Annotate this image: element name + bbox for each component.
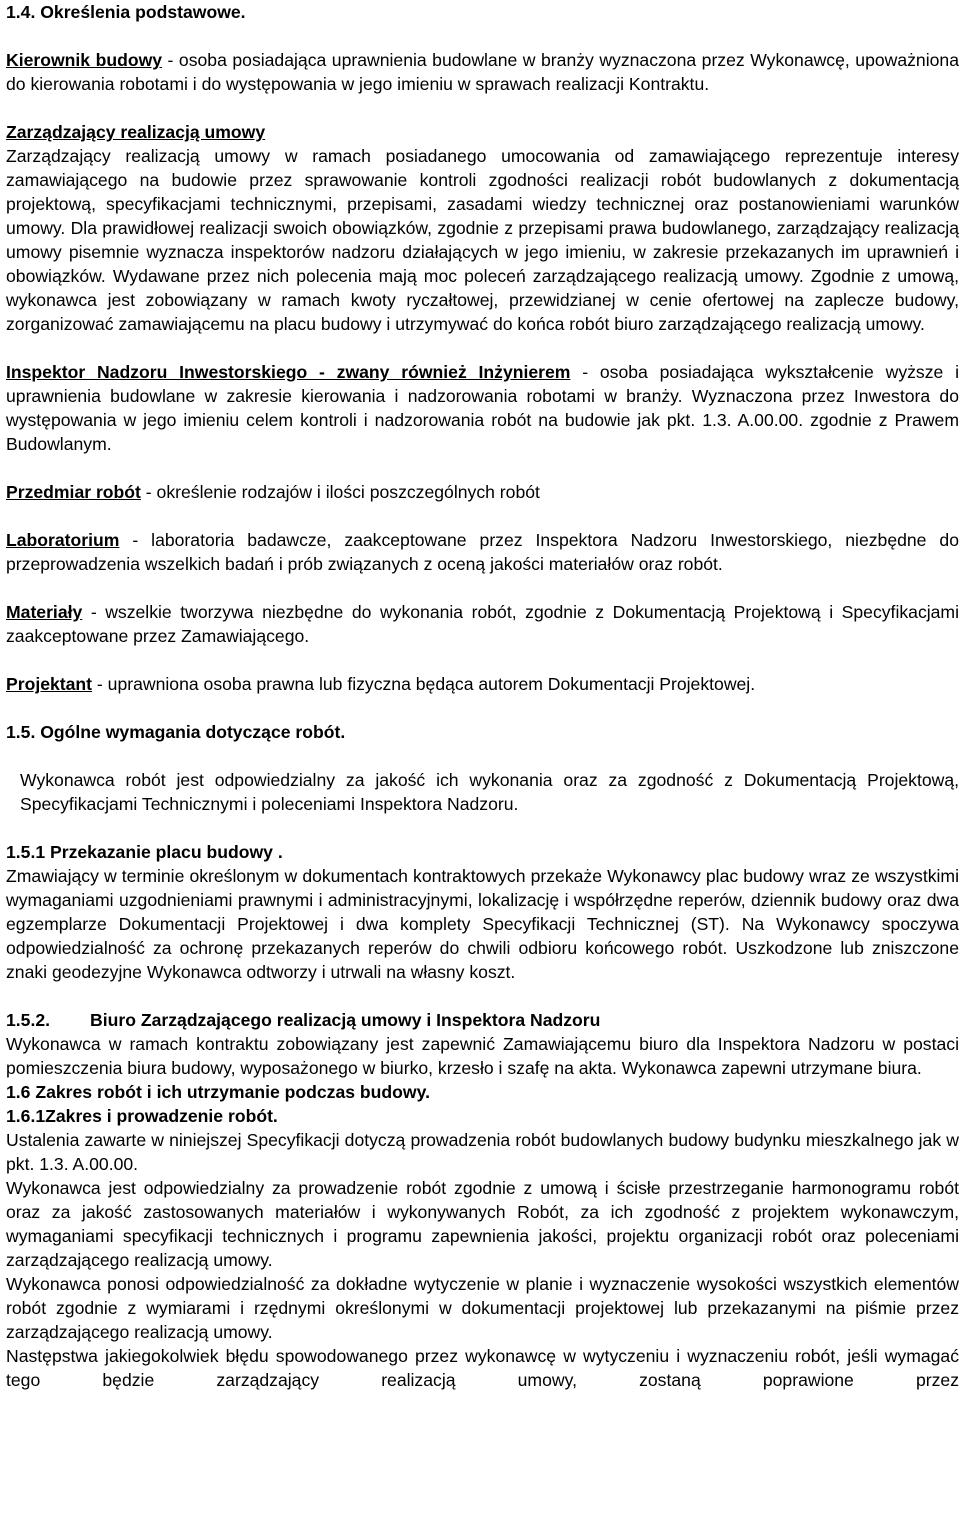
definition-kierownik-budowy bbox=[6, 48, 959, 96]
heading-zarzadzajacy: Zarządzający realizacją umowy bbox=[6, 122, 266, 142]
definition-inspektor-nadzoru bbox=[6, 360, 959, 456]
document-page bbox=[6, 0, 959, 1392]
paragraph-1-6-1-c: Wykonawca ponosi odpowiedzialność za dokładne wytyczenie w planie i wyznaczenie wysokości wszystkich elementów robót zgodnie z wymiarami i rzędnymi określonymi w dokumentacji projektowej lub przekazanymi na piśmie przez zarządzającego realizacją umowy. bbox=[6, 1274, 959, 1342]
paragraph-1-5: Wykonawca robót jest odpowiedzialny za jakość ich wykonania oraz za zgodność z Dokumentacją Projektową, Specyfikacjami Technicznymi i poleceniami Inspektora Nadzoru. bbox=[20, 770, 959, 814]
definition-laboratorium bbox=[6, 528, 959, 576]
paragraph-1-5-1: Zmawiający w terminie określonym w dokumentach kontraktowych przekaże Wykonawcy plac budowy wraz ze wszystkimi wymaganiami uzgodnieniami prawnymi i administracyjnymi, lokalizację i współrzędne reperów, dziennik budowy oraz dwa egzemplarze Dokumentacji Projektowej i dwa komplety Specyfikacji Technicznej (ST). Na Wykonawcy spoczywa odpowiedzialność za ochronę przekazanych reperów do chwili odbioru końcowego robót. Uszkodzone lub zniszczone znaki geodezyjne Wykonawca odtworzy i utrwali na własny koszt. bbox=[6, 866, 959, 982]
term-laboratorium: Laboratorium bbox=[6, 530, 120, 550]
definition-text: - wszelkie tworzywa niezbędne do wykonania robót, zgodnie z Dokumentacją Projektową i Specyfikacjami zaakceptowane przez Zamawiającego. bbox=[6, 602, 959, 646]
paragraph-1-6-1-d: Następstwa jakiegokolwiek błędu spowodowanego przez wykonawcę w wytyczeniu i wyznaczeniu robót, jeśli wymagać tego będzie zarządzający realizacją umowy, zostaną poprawione przez bbox=[6, 1346, 959, 1390]
section-heading-1-6: 1.6 Zakres robót i ich utrzymanie podczas budowy. bbox=[6, 1082, 430, 1102]
definition-text: - osoba posiadająca wykształcenie wyższe i uprawnienia budowlane w zakresie kierowania i nadzorowania robotami w branży. Wyznaczona przez Inwestora do występowania w jego imieniu celem kontroli i nadzorowania robót na budowie jak pkt. 1.3. A.00.00. zgodnie z Prawem Budowlanym. bbox=[6, 362, 959, 454]
definition-materialy bbox=[6, 600, 959, 648]
term-przedmiar: Przedmiar robót bbox=[6, 482, 141, 502]
definition-text: - laboratoria badawcze, zaakceptowane przez Inspektora Nadzoru Inwestorskiego, niezbędne do przeprowadzenia wszelkich badań i prób związanych z oceną jakości materiałów oraz robót. bbox=[6, 530, 959, 574]
paragraph-1-6-1-b: Wykonawca jest odpowiedzialny za prowadzenie robót zgodnie z umową i ścisłe przestrzeganie harmonogramu robót oraz za jakość zastosowanych materiałów i wykonywanych Robót, za ich zgodność z projektem wykonawczym, wymaganiami specyfikacji technicznych i programu zapewnienia jakości, projektu organizacji robót oraz poleceniami zarządzającego realizacją umowy. bbox=[6, 1178, 959, 1270]
section-heading-1-5-2 bbox=[6, 1008, 959, 1032]
paragraph-1-6-1-a: Ustalenia zawarte w niniejszej Specyfikacji dotyczą prowadzenia robót budowlanych budowy budynku mieszkalnego jak w pkt. 1.3. A.00.00. bbox=[6, 1130, 959, 1174]
term-materialy: Materiały bbox=[6, 602, 83, 622]
definition-przedmiar bbox=[6, 480, 959, 504]
section-heading-1-6-1: 1.6.1Zakres i prowadzenie robót. bbox=[6, 1106, 278, 1126]
definition-projektant bbox=[6, 672, 959, 696]
section-number: 1.5.2. bbox=[6, 1010, 51, 1030]
definition-text: - uprawniona osoba prawna lub fizyczna będąca autorem Dokumentacji Projektowej. bbox=[92, 674, 756, 694]
definition-text: - osoba posiadająca uprawnienia budowlane w branży wyznaczona przez Wykonawcę, upoważniona do kierowania robotami i do występowania w jego imieniu w sprawach realizacji Kontraktu. bbox=[6, 50, 959, 94]
term-kierownik-budowy: Kierownik budowy bbox=[6, 50, 163, 70]
paragraph-zarzadzajacy: Zarządzający realizacją umowy w ramach posiadanego umocowania od zamawiającego reprezentuje interesy zamawiającego na budowie przez sprawowanie kontroli zgodności realizacji robót budowlanych z dokumentacją projektową, specyfikacjami technicznymi, przepisami, zasadami wiedzy technicznej oraz postanowieniami warunków umowy. Dla prawidłowej realizacji swoich obowiązków, zgodnie z przepisami prawa budowlanego, zarządzający realizacją umowy pisemnie wyznacza inspektorów nadzoru działających w jego imieniu, w zakresie przekazanych im uprawnień i obowiązków. Wydawane przez nich polecenia mają moc poleceń zarządzającego realizacją umowy. Zgodnie z umową, wykonawca jest zobowiązany w ramach kwoty ryczałtowej, przewidzianej w cenie ofertowej na zaplecze budowy, zorganizować zamawiającemu na placu budowy i utrzymywać do końca robót biuro zarządzającego realizacją umowy. bbox=[6, 146, 959, 334]
definition-text: - określenie rodzajów i ilości poszczególnych robót bbox=[140, 482, 540, 502]
section-heading-1-5: 1.5. Ogólne wymagania dotyczące robót. bbox=[6, 722, 346, 742]
section-heading-1-5-1: 1.5.1 Przekazanie placu budowy . bbox=[6, 842, 283, 862]
paragraph-1-5-2: Wykonawca w ramach kontraktu zobowiązany jest zapewnić Zamawiającemu biuro dla Inspektora Nadzoru w postaci pomieszczenia biura budowy, wyposażonego w biurko, krzesło i szafę na akta. Wykonawca zapewni utrzymane biura. bbox=[6, 1034, 959, 1078]
section-title: Biuro Zarządzającego realizacją umowy i Inspektora Nadzoru bbox=[90, 1010, 601, 1030]
section-heading-1-4: 1.4. Określenia podstawowe. bbox=[6, 2, 246, 22]
term-projektant: Projektant bbox=[6, 674, 93, 694]
term-inspektor-nadzoru: Inspektor Nadzoru Inwestorskiego - zwany również Inżynierem bbox=[6, 362, 571, 382]
